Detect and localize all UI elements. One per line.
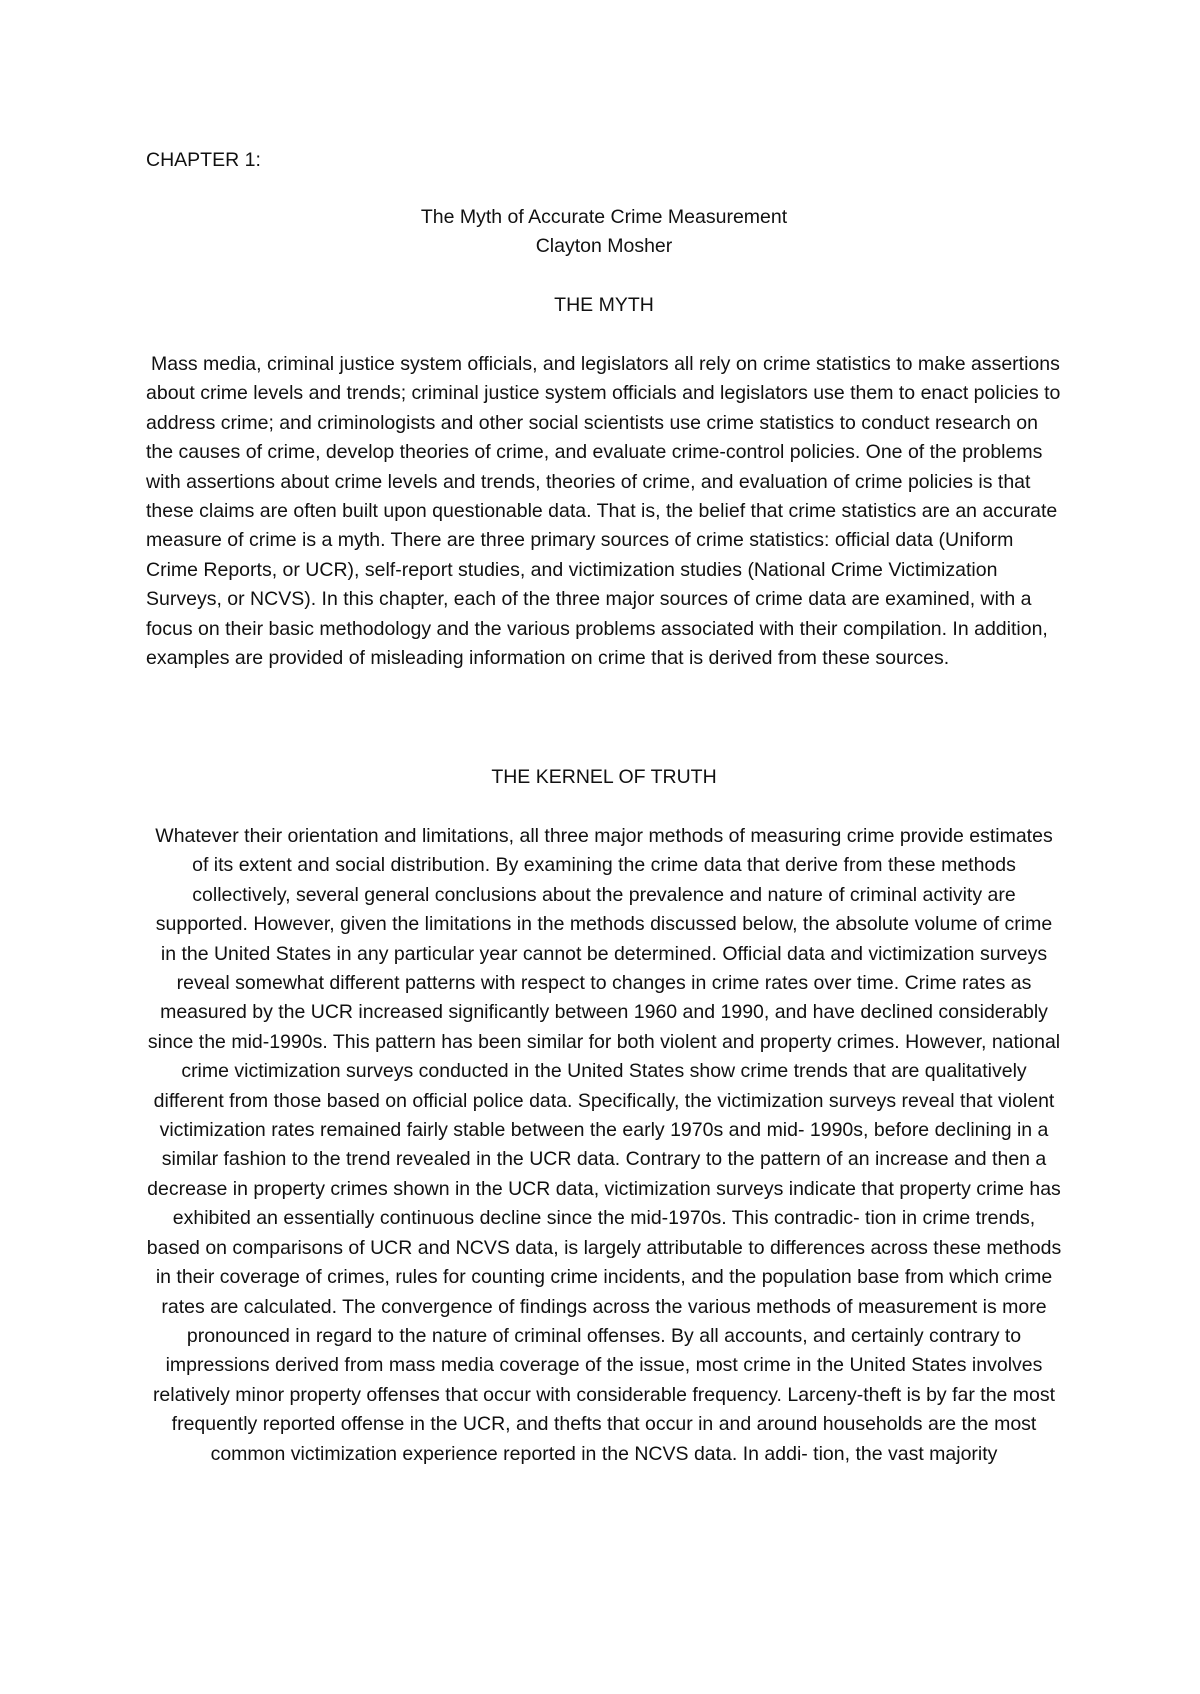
- section-heading-myth: THE MYTH: [554, 294, 654, 316]
- section-heading-kernel: THE KERNEL OF TRUTH: [491, 766, 717, 788]
- paragraph-myth: Mass media, criminal justice system officials, and legislators all rely on crime statistics to make assertions about crime levels and trends; criminal justice system officials and legislators use them to enact policies to address crime; and criminologists and other social scientists use crime statistics to conduct research on the causes of crime, develop theories of crime, and evaluate crime-control policies. One of the problems with assertions about crime levels and trends, theories of crime, and evaluation of crime policies is that these claims are often built upon questionable data. That is, the belief that crime statistics are an accurate measure of crime is a myth. There are three primary sources of crime statistics: official data (Uniform Crime Reports, or UCR), self-report studies, and victimization studies (National Crime Victimization Surveys, or NCVS). In this chapter, each of the three major sources of crime data are examined, with a focus on their basic methodology and the various problems associated with their compilation. In addition, examples are provided of misleading information on crime that is derived from these sources.: [146, 353, 1061, 670]
- document-title: The Myth of Accurate Crime Measurement: [420, 206, 788, 228]
- paragraph-kernel: Whatever their orientation and limitations, all three major methods of measuring crime provide estimates of its extent and social distribution. By examining the crime data that derive from these methods collectively, several general conclusions about the prevalence and nature of criminal activity are supported. However, given the limitations in the methods discussed below, the absolute volume of crime in the United States in any particular year cannot be determined. Official data and victimization surveys reveal somewhat different patterns with respect to changes in crime rates over time. Crime rates as measured by the UCR increased significantly between 1960 and 1990, and have declined considerably since the mid-1990s. This pattern has been similar for both violent and property crimes. However, national crime victimization surveys conducted in the United States show crime trends that are qualitatively different from those based on official police data. Specifically, the victimization surveys reveal that violent victimization rates remained fairly stable between the early 1970s and mid- 1990s, before declining in a similar fashion to the trend revealed in the UCR data. Contrary to the pattern of an increase and then a decrease in property crimes shown in the UCR data, victimization surveys indicate that property crime has exhibited an essentially continuous decline since the mid-1970s. This contradic- tion in crime trends, based on comparisons of UCR and NCVS data, is largely attributable to differences across these methods in their coverage of crimes, rules for counting crime incidents, and the population base from which crime rates are calculated. The convergence of findings across the various methods of measurement is more pronounced in regard to the nature of criminal offenses. By all accounts, and certainly contrary to impressions derived from mass media coverage of the issue, most crime in the United States involves relatively minor property offenses that occur with considerable frequency. Larceny-theft is by far the most frequently reported offense in the UCR, and thefts that occur in and around households are the most common victimization experience reported in the NCVS data. In addi- tion, the vast majority: [146, 825, 1062, 1465]
- chapter-label: CHAPTER 1:: [146, 149, 261, 171]
- author-name: Clayton Mosher: [535, 235, 673, 257]
